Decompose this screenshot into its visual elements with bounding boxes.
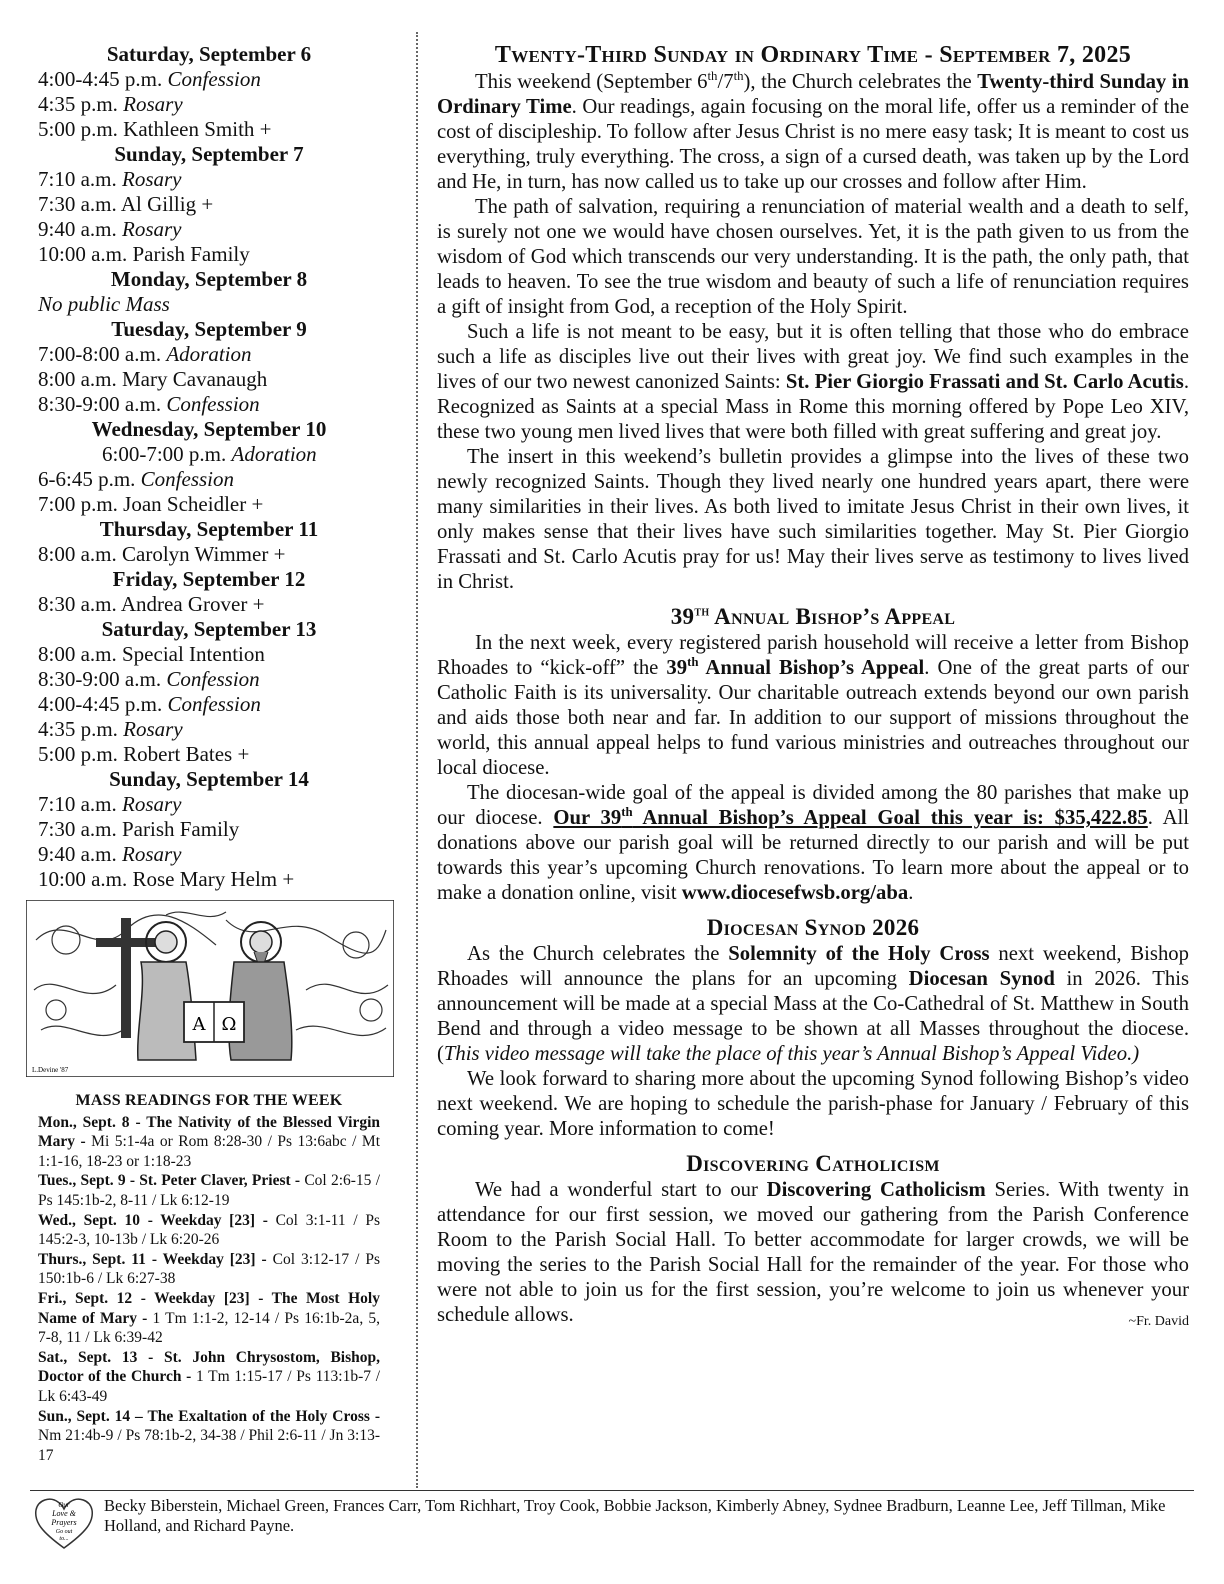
schedule-day: Saturday, September 6 xyxy=(106,42,312,66)
article-title: Twenty-Third Sunday in Ordinary Time - September 7, 2025 xyxy=(494,42,1132,68)
reading-item xyxy=(38,1407,380,1466)
schedule-entry xyxy=(38,492,380,517)
mass-schedule xyxy=(38,42,380,892)
schedule-entry xyxy=(38,292,380,317)
entry-time: 8:00 a.m. xyxy=(38,642,117,666)
reading-citations: Col 3:12-17 / Ps 150:1b-6 / Lk 6:27-38 xyxy=(38,1250,380,1288)
entry-text: Confession xyxy=(167,67,261,91)
right-column xyxy=(437,40,1189,1334)
schedule-day: Sunday, September 14 xyxy=(109,767,309,791)
entry-text: Robert Bates + xyxy=(123,742,250,766)
schedule-day: Wednesday, September 10 xyxy=(91,417,327,441)
reading-item xyxy=(38,1250,380,1289)
entry-text: Adoration xyxy=(166,342,252,366)
article-paragraph-2: The path of salvation, requiring a renunciation of material wealth and a death to self, is surely not one we would have chosen ourselves. Yet, it is the path given to us from the wisdom of God which transcends our very understanding. It is the path, the only path, that leads to heaven. To see the true wisdom and beauty of such a life of renunciation requires a gift of insight from God, a reception of the Holy Spirit. xyxy=(437,196,1189,318)
catholicism-heading: Discovering Catholicism xyxy=(686,1151,940,1176)
left-column xyxy=(32,42,380,1465)
reading-item xyxy=(38,1289,380,1348)
entry-time: 4:00-4:45 p.m. xyxy=(38,67,163,91)
synod-paragraph-1: As the Church celebrates the Solemnity of the Holy Cross next weekend, Bishop Rhoades will announce the plans for an upcoming Diocesan Synod in 2026. This announcement will be made at a special Mass at the Co-Cathedral of St. Matthew in South Bend and through a video message to be shown at all Masses throughout the diocese. (This video message will take the place of this year’s Annual Bishop’s Appeal Video.) xyxy=(437,943,1189,1065)
entry-time: 9:40 a.m. xyxy=(38,842,117,866)
schedule-entry xyxy=(38,217,380,242)
entry-text: Joan Scheidler + xyxy=(123,492,264,516)
logo-line-3: Prayers xyxy=(51,1518,77,1527)
schedule-entry xyxy=(38,817,380,842)
catholicism-paragraph: We had a wonderful start to our Discovering Catholicism Series. With twenty in attendance for our first session, we moved our gathering from the Parish Conference Room to the Parish Social Hall. To better accommodate for larger crowds, we will be moving the series to the Parish Social Hall for the remainder of the year. For those who were not able to join us for the first session, you’re welcome to join us whenever your schedule allows. ~Fr. David xyxy=(437,1178,1189,1328)
entry-text: Mary Cavanaugh xyxy=(122,367,268,391)
schedule-entry xyxy=(38,592,380,617)
holy-trinity-illustration xyxy=(26,900,394,1077)
article-paragraph-4: The insert in this weekend’s bulletin provides a glimpse into the lives of these two newly recognized Saints. Though they lived nearly one hundred years apart, there were many similarities in their lives. As both lived to imitate Jesus Christ in their own lives, it only makes sense that their lives have such similarities together. May St. Pier Giorgio Frassati and St. Carlo Acutis pray for us! May their lives serve as testimony to lives lived in Christ. xyxy=(437,446,1189,593)
entry-text: No public Mass xyxy=(38,292,170,316)
schedule-entry xyxy=(38,242,380,267)
entry-text: Rosary xyxy=(123,92,183,116)
article-paragraph-1: This weekend (September 6th/7th), the Church celebrates the Twenty-third Sunday in Ordinary Time. Our readings, again focusing on the moral life, offer us a reminder of the cost of discipleship. To follow after Jesus Christ is no mere easy task; It is meant to cost us everything, truly everything. The cross, a sign of a cursed death, was taken up by the Lord and He, in turn, has now called us to take up our crosses and follow after Him. xyxy=(437,69,1190,193)
entry-time: 9:40 a.m. xyxy=(38,217,117,241)
schedule-day: Monday, September 8 xyxy=(110,267,308,291)
reading-label: Tues., Sept. 9 - St. Peter Claver, Priest - xyxy=(38,1172,301,1190)
schedule-entry xyxy=(38,92,380,117)
schedule-entry xyxy=(38,117,380,142)
entry-time: 8:00 a.m. xyxy=(38,367,117,391)
schedule-entry xyxy=(38,167,380,192)
reading-citations: Col 3:1-11 / Ps 145:2-3, 10-13b / Lk 6:20-26 xyxy=(38,1211,380,1249)
entry-text: Carolyn Wimmer + xyxy=(122,542,286,566)
entry-time: 8:30-9:00 a.m. xyxy=(38,667,162,691)
reading-item xyxy=(38,1348,380,1407)
schedule-entry xyxy=(38,667,380,692)
entry-time: 7:30 a.m. xyxy=(38,817,117,841)
entry-text: Special Intention xyxy=(122,642,265,666)
reading-label: Thurs., Sept. 11 - Weekday [23] - xyxy=(38,1250,267,1268)
entry-text: Rose Mary Helm + xyxy=(132,867,295,891)
schedule-entry xyxy=(38,792,380,817)
synod-heading: Diocesan Synod 2026 xyxy=(706,915,920,940)
entry-text: Rosary xyxy=(122,792,182,816)
entry-text: Rosary xyxy=(122,217,182,241)
entry-text: Parish Family xyxy=(132,242,250,266)
entry-time: 7:10 a.m. xyxy=(38,792,117,816)
alpha-letter: Α xyxy=(192,1014,206,1035)
schedule-entry xyxy=(38,842,380,867)
schedule-day: Sunday, September 7 xyxy=(114,142,304,166)
reading-item xyxy=(38,1211,380,1250)
schedule-day: Tuesday, September 9 xyxy=(111,317,307,341)
schedule-entry xyxy=(38,692,380,717)
entry-time: 5:00 p.m. xyxy=(38,117,118,141)
entry-time: 7:30 a.m. xyxy=(38,192,117,216)
reading-label: Mon., Sept. 8 - The Nativity of the Blessed Virgin Mary - xyxy=(38,1113,380,1151)
appeal-paragraph-1: In the next week, every registered parish household will receive a letter from Bishop Rhoades to “kick-off” the 39th Annual Bishop’s Appeal. One of the great parts of our Catholic Faith is its universality. Our charitable outreach extends beyond our own parish and aids those both near and far. In addition to our support of missions throughout the world, this annual appeal helps to fund various ministries and outreaches throughout our local diocese. xyxy=(437,632,1190,779)
appeal-paragraph-2: The diocesan-wide goal of the appeal is divided among the 80 parishes that make up our diocese. Our 39th Annual Bishop’s Appeal Goal this year is: $35,422.85. All donations above our parish goal will be returned directly to our parish and will be put towards this year’s upcoming Church renovations. To learn more about the appeal or to make a donation online, visit www.diocesefwsb.org/aba. xyxy=(437,782,1190,904)
footer-rule xyxy=(30,1490,1194,1491)
heart-logo-icon xyxy=(32,1494,96,1550)
reading-citations: Col 2:6-15 / Ps 145:1b-2, 8-11 / Lk 6:12-19 xyxy=(38,1172,380,1209)
prayer-names: Becky Biberstein, Michael Green, Frances Carr, Tom Richhart, Troy Cook, Bobbie Jackson, Kimberly Abney, Sydnee Bradburn, Leanne Lee, Jeff Tillman, Mike Holland, and Richard Payne. xyxy=(104,1496,1166,1535)
author-signature: ~Fr. David xyxy=(1128,1314,1189,1329)
entry-time: 4:35 p.m. xyxy=(38,92,118,116)
reading-citations: 1 Tm 1:15-17 / Ps 113:1b-7 / Lk 6:43-49 xyxy=(38,1368,380,1405)
artist-signature: L.Devine '87 xyxy=(32,1066,69,1074)
schedule-day: Thursday, September 11 xyxy=(99,517,319,541)
appeal-goal: Our 39th Annual Bishop’s Appeal Goal this year is: $35,422.85 xyxy=(553,805,1148,829)
appeal-heading: 39th Annual Bishop’s Appeal xyxy=(670,603,956,629)
entry-time: 7:00 p.m. xyxy=(38,492,118,516)
entry-text: Rosary xyxy=(123,717,183,741)
entry-text: Parish Family xyxy=(122,817,240,841)
schedule-entry xyxy=(38,467,380,492)
entry-text: Kathleen Smith + xyxy=(123,117,272,141)
entry-time: 4:00-4:45 p.m. xyxy=(38,692,163,716)
entry-text: Al Gillig + xyxy=(120,192,214,216)
entry-time: 4:35 p.m. xyxy=(38,717,118,741)
omega-letter: Ω xyxy=(221,1014,237,1035)
entry-time: 6-6:45 p.m. xyxy=(38,467,136,491)
entry-text: Adoration xyxy=(231,442,317,466)
logo-line-4: Go out xyxy=(55,1529,73,1535)
entry-text: Confession xyxy=(167,692,261,716)
schedule-entry xyxy=(38,717,380,742)
entry-time: 7:10 a.m. xyxy=(38,167,117,191)
appeal-url[interactable]: www.diocesefwsb.org/aba xyxy=(681,882,909,904)
entry-text: Confession xyxy=(166,392,260,416)
article-paragraph-3: Such a life is not meant to be easy, but it is often telling that those who do embrace such a life as disciples live out their lives with great joy. We find such examples in the lives of our two newest canonized Saints: St. Pier Giorgio Frassati and St. Carlo Acutis. Recognized as Saints at a special Mass in Rome this morning offered by Pope Leo XIV, these two young men lived lives that were both filled with great suffering and great joy. xyxy=(437,321,1189,443)
entry-time: 10:00 a.m. xyxy=(38,242,128,266)
entry-text: Rosary xyxy=(122,842,182,866)
schedule-day: Saturday, September 13 xyxy=(101,617,317,641)
schedule-entry xyxy=(38,542,380,567)
logo-line-1: Our xyxy=(58,1501,70,1509)
logo-line-2: Love & xyxy=(52,1509,76,1518)
reading-citations: Nm 21:4b-9 / Ps 78:1b-2, 34-38 / Phil 2:6-11 / Jn 3:13-17 xyxy=(38,1427,380,1464)
logo-line-5: to... xyxy=(59,1536,69,1542)
entry-text: Rosary xyxy=(122,167,182,191)
entry-time: 8:30-9:00 a.m. xyxy=(38,392,162,416)
reading-citations: 1 Tm 1:1-2, 12-14 / Ps 16:1b-2a, 5, 7-8, 11 / Lk 6:39-42 xyxy=(38,1309,380,1347)
entry-time: 7:00-8:00 a.m. xyxy=(38,342,162,366)
entry-text: Confession xyxy=(166,667,260,691)
schedule-entry xyxy=(38,642,380,667)
readings-list xyxy=(38,1113,380,1466)
mass-readings xyxy=(38,1091,380,1465)
schedule-day: Friday, September 12 xyxy=(112,567,306,591)
reading-citations: Mi 5:1-4a or Rom 8:28-30 / Ps 13:6abc / Mt 1:1-16, 18-23 or 1:18-23 xyxy=(38,1133,380,1170)
entry-time: 5:00 p.m. xyxy=(38,742,118,766)
schedule-entry xyxy=(38,367,380,392)
reading-label: Wed., Sept. 10 - Weekday [23] - xyxy=(38,1211,268,1229)
readings-heading: MASS READINGS FOR THE WEEK xyxy=(75,1092,343,1109)
entry-time: 8:00 a.m. xyxy=(38,542,117,566)
entry-time: 6:00-7:00 p.m. xyxy=(102,442,227,466)
entry-text: Confession xyxy=(140,467,235,491)
entry-time: 8:30 a.m. xyxy=(38,592,117,616)
schedule-entry xyxy=(38,192,380,217)
schedule-entry xyxy=(38,342,380,367)
entry-time: 10:00 a.m. xyxy=(38,867,128,891)
reading-label: Sat., Sept. 13 - St. John Chrysostom, Bishop, Doctor of the Church - xyxy=(38,1348,380,1386)
schedule-entry xyxy=(38,67,380,92)
prayer-list-footer xyxy=(30,1490,1194,1550)
entry-text: Andrea Grover + xyxy=(120,592,265,616)
reading-label: Sun., Sept. 14 – The Exaltation of the Holy Cross - xyxy=(38,1407,380,1425)
column-divider xyxy=(416,32,418,1488)
reading-item xyxy=(38,1113,380,1172)
schedule-entry xyxy=(38,742,380,767)
synod-paragraph-2: We look forward to sharing more about the upcoming Synod following Bishop’s video next weekend. We are hoping to schedule the parish-phase for January / February of this coming year. More information to come! xyxy=(437,1068,1189,1140)
schedule-entry xyxy=(38,442,380,467)
schedule-entry xyxy=(38,392,380,417)
reading-label: Fri., Sept. 12 - Weekday [23] - The Most Holy Name of Mary - xyxy=(38,1289,380,1327)
schedule-entry xyxy=(38,867,380,892)
reading-item xyxy=(38,1171,380,1210)
